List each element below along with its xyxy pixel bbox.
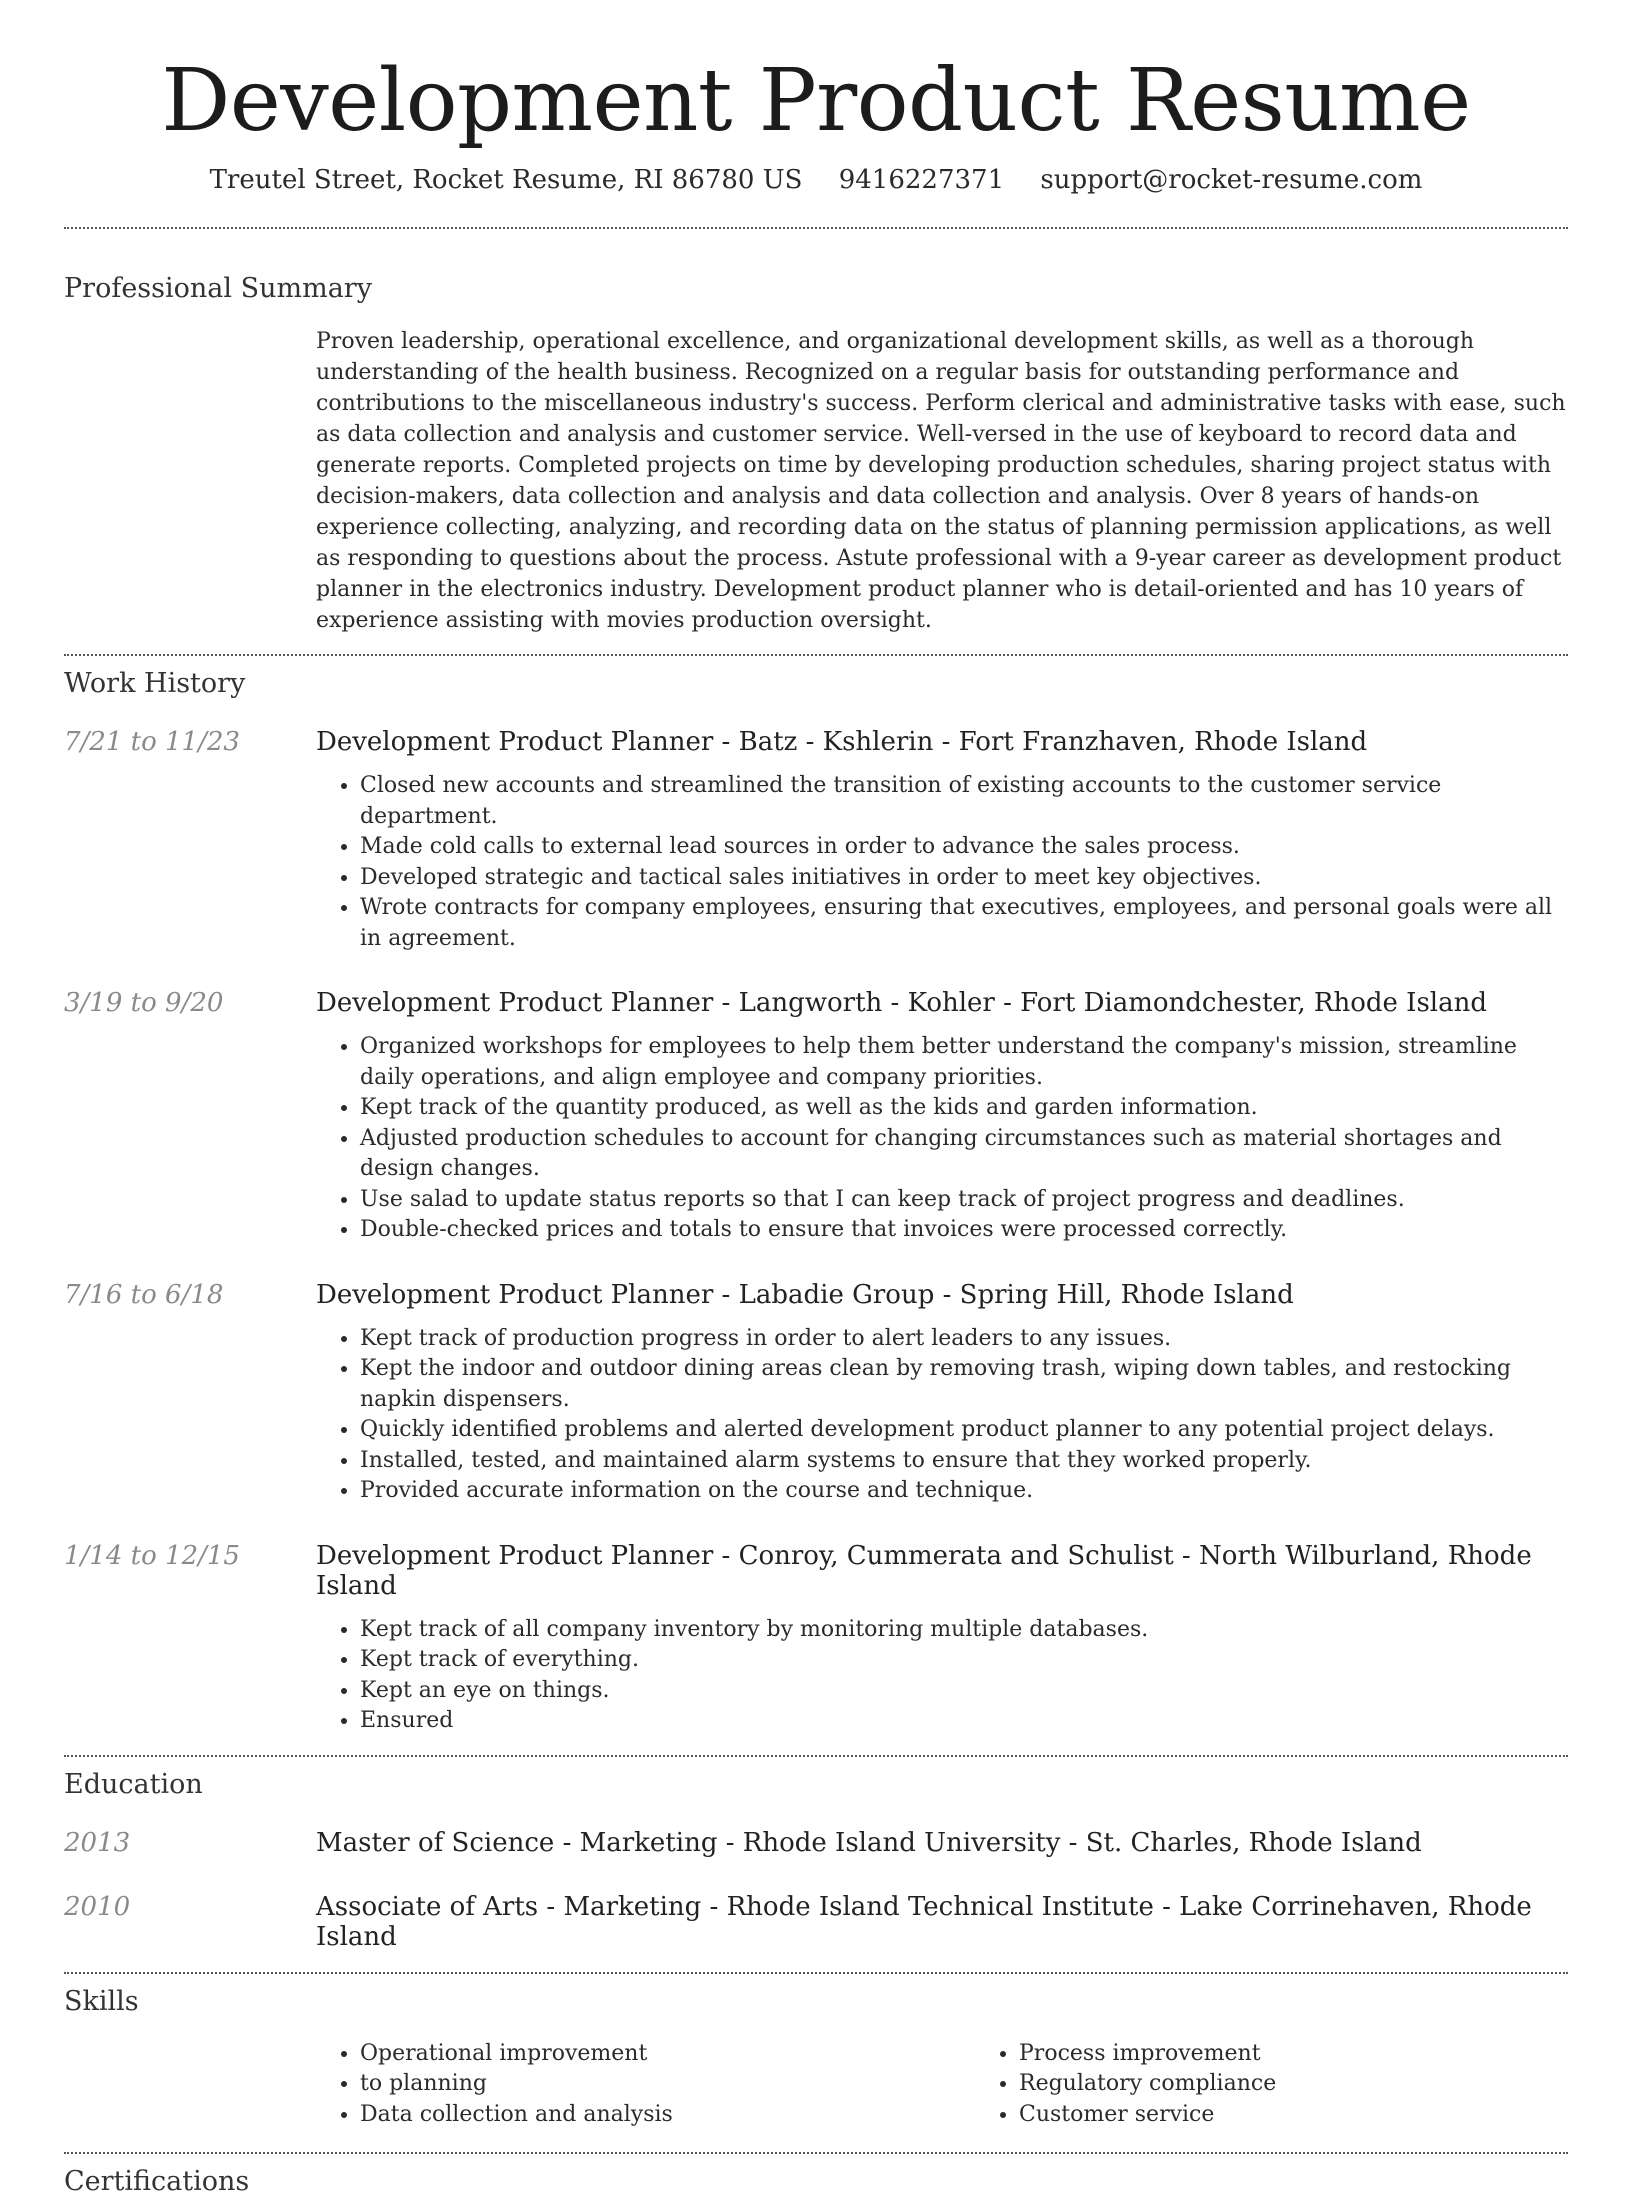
list-item: • Kept track of all company inventory by monitoring multiple databases.: [360, 1615, 1568, 1646]
work-history-section: [64, 656, 1568, 1737]
job-entry: [64, 1280, 1568, 1507]
contact-line: [0, 165, 1632, 195]
list-item: • Ensured: [360, 1706, 1568, 1737]
list-item: • Kept track of everything.: [360, 1645, 1568, 1676]
job-title: Development Product Planner - Langworth - Kohler - Fort Diamondchester, Rhode Island: [316, 988, 1487, 1019]
section-title-work: Work History: [64, 668, 246, 700]
education-entry: [64, 1828, 1568, 1858]
job-entry: [64, 988, 1568, 1246]
list-item: • Process improvement: [1019, 2039, 1632, 2070]
list-item: • Made cold calls to external lead sources in order to advance the sales process.: [360, 832, 1568, 863]
section-title-summary: Professional Summary: [64, 273, 372, 305]
list-item: • Kept track of the quantity produced, as well as the kids and garden information.: [360, 1093, 1568, 1124]
job-dates: 1/14 to 12/15: [64, 1540, 240, 1571]
resume-header: [0, 0, 1632, 195]
list-item: • Customer service: [1019, 2100, 1632, 2131]
list-item: • Provided accurate information on the course and technique.: [360, 1476, 1568, 1507]
list-item: • Kept the indoor and outdoor dining areas clean by removing trash, wiping down tables, and restocking napkin dispensers.: [360, 1354, 1568, 1415]
list-item: • Developed strategic and tactical sales initiatives in order to meet key objectives.: [360, 863, 1568, 894]
section-title-certifications: Certifications: [64, 2166, 250, 2197]
job-dates: 7/21 to 11/23: [64, 727, 240, 758]
skills-section: [64, 1974, 1568, 2131]
contact-email: support@rocket-resume.com: [1040, 165, 1423, 196]
education-entry: [64, 1892, 1568, 1952]
list-item: • Closed new accounts and streamlined the transition of existing accounts to the customer service department.: [360, 771, 1568, 832]
job-dates: 7/16 to 6/18: [64, 1279, 224, 1310]
list-item: • Quickly identified problems and alerted development product planner to any potential project delays.: [360, 1415, 1568, 1446]
job-bullets: [316, 1032, 1568, 1246]
section-title-skills: Skills: [64, 1985, 139, 2017]
job-bullets: [316, 1324, 1568, 1507]
list-item: • Wrote contracts for company employees, ensuring that executives, employees, and personal goals were all in agreement.: [360, 893, 1568, 954]
list-item: • Kept an eye on things.: [360, 1676, 1568, 1707]
list-item: • Regulatory compliance: [1019, 2069, 1632, 2100]
contact-phone: 9416227371: [838, 165, 1005, 196]
resume-name: Development Product Resume: [161, 51, 1471, 151]
skills-list: [316, 2039, 975, 2131]
summary-section: [64, 229, 1568, 636]
education-degree: Associate of Arts - Marketing - Rhode Island Technical Institute - Lake Corrinehaven, Rhode Island: [316, 1891, 1532, 1952]
job-title: Development Product Planner - Conroy, Cummerata and Schulist - North Wilburland, Rhode Island: [316, 1540, 1532, 1601]
list-item: • to planning: [360, 2069, 975, 2100]
list-item: • Operational improvement: [360, 2039, 975, 2070]
list-item: • Double-checked prices and totals to ensure that invoices were processed correctly.: [360, 1215, 1568, 1246]
job-bullets: [316, 771, 1568, 954]
education-section: [64, 1757, 1568, 1952]
job-bullets: [316, 1615, 1568, 1737]
list-item: • Installed, tested, and maintained alarm systems to ensure that they worked properly.: [360, 1446, 1568, 1477]
skills-list: [975, 2039, 1632, 2131]
job-entry: [64, 727, 1568, 954]
education-year: 2013: [64, 1827, 131, 1858]
job-dates: 3/19 to 9/20: [64, 988, 224, 1019]
job-title: Development Product Planner - Batz - Kshlerin - Fort Franzhaven, Rhode Island: [316, 727, 1368, 758]
list-item: • Organized workshops for employees to help them better understand the company's mission, streamline daily operations, and align employee and company priorities.: [360, 1032, 1568, 1093]
education-degree: Master of Science - Marketing - Rhode Island University - St. Charles, Rhode Island: [316, 1827, 1422, 1858]
summary-text: Proven leadership, operational excellence, and organizational development skills, as well as a thorough understanding of the health business. Recognized on a regular basis for outstanding performance and contributions to the miscellaneous industry's success. Perform clerical and administrative tasks with ease, such as data collection and analysis and customer service. Well-versed in the use of keyboard to record data and generate reports. Completed projects on time by developing production schedules, sharing project status with decision-makers, data collection and analysis and data collection and analysis. Over 8 years of hands-on experience collecting, analyzing, and recording data on the status of planning permission applications, as well as responding to questions about the process. Astute professional with a 9-year career as development product planner in the electronics industry. Development product planner who is detail-oriented and has 10 years of experience assisting with movies production oversight.: [316, 329, 1566, 634]
certifications-section: [64, 2154, 1568, 2197]
list-item: • Kept track of production progress in order to alert leaders to any issues.: [360, 1324, 1568, 1355]
list-item: • Use salad to update status reports so that I can keep track of project progress and deadlines.: [360, 1185, 1568, 1216]
list-item: • Adjusted production schedules to account for changing circumstances such as material shortages and design changes.: [360, 1124, 1568, 1185]
job-entry: [64, 1541, 1568, 1737]
contact-address: Treutel Street, Rocket Resume, RI 86780 US: [209, 165, 803, 196]
section-title-education: Education: [64, 1768, 203, 1800]
job-title: Development Product Planner - Labadie Group - Spring Hill, Rhode Island: [316, 1279, 1294, 1310]
education-year: 2010: [64, 1891, 131, 1922]
list-item: • Data collection and analysis: [360, 2100, 975, 2131]
